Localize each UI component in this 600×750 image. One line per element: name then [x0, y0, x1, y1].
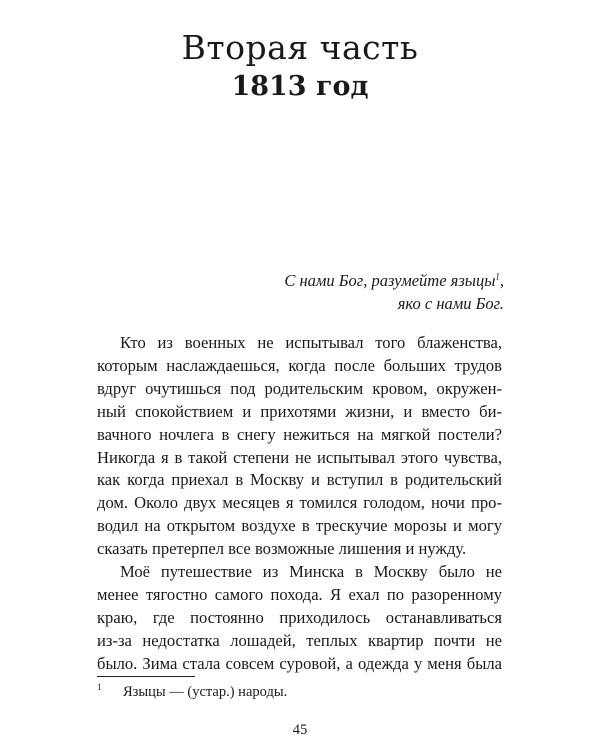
text-line: Моё путешествие из Минска в Москву было не [120, 562, 502, 582]
text-line: Кто из военных не испытывал того блаженства, [120, 333, 502, 352]
text-line: ный спокойствием и прихотями жизни, и вместо би- [97, 401, 502, 421]
text-line: вдруг очутишься под родительским кровом, окружен- [97, 378, 502, 398]
text-line: как когда приехал в Москву и вступил в родительский [97, 470, 502, 490]
footnote: 1 Языцы — (устар.) народы. [97, 682, 288, 700]
epigraph-line-1-text: С нами Бог, разумейте языцы [284, 271, 496, 290]
text-line: водил на открытом воздухе в трескучие морозы и могу [97, 516, 502, 536]
footnote-reference: 1 [495, 271, 500, 282]
text-line: дом. Около двух месяцев я томился голодом, ночи про- [97, 493, 502, 513]
text-line: вачного ночлега в снегу нежиться на мягкой постели? [97, 424, 502, 444]
page-number: 45 [292, 722, 308, 738]
paragraph-1 [97, 332, 502, 561]
text-line: сказать претерпел все возможные лишения и нужду. [97, 539, 467, 559]
text-line: Никогда я в такой степени не испытывал этого чувства, [97, 447, 502, 467]
text-line: было. Зима стала совсем суровой, а одежда у меня была [97, 653, 502, 673]
text-line: из-за недостатка лошадей, теплых квартир почти не [97, 630, 502, 650]
chapter-title: Вторая часть [181, 28, 419, 67]
footnote-text: Языцы — (устар.) народы. [123, 684, 288, 700]
paragraph-2 [97, 561, 502, 676]
text-line: краю, где постоянно приходилось останавливаться [97, 607, 502, 627]
body-text [97, 332, 502, 676]
epigraph-line-2: яко с нами Бог. [397, 294, 504, 313]
text-line: менее тягостно самого похода. Я ехал по разоренному [97, 584, 502, 604]
epigraph-line-1: С нами Бог, разумейте языцы$^1$, [284, 271, 504, 290]
chapter-year: 1813 год [231, 71, 369, 102]
text-line: которым наслаждаешься, когда после больших трудов [97, 355, 502, 375]
epigraph [284, 269, 504, 315]
footnote-divider [97, 676, 195, 677]
